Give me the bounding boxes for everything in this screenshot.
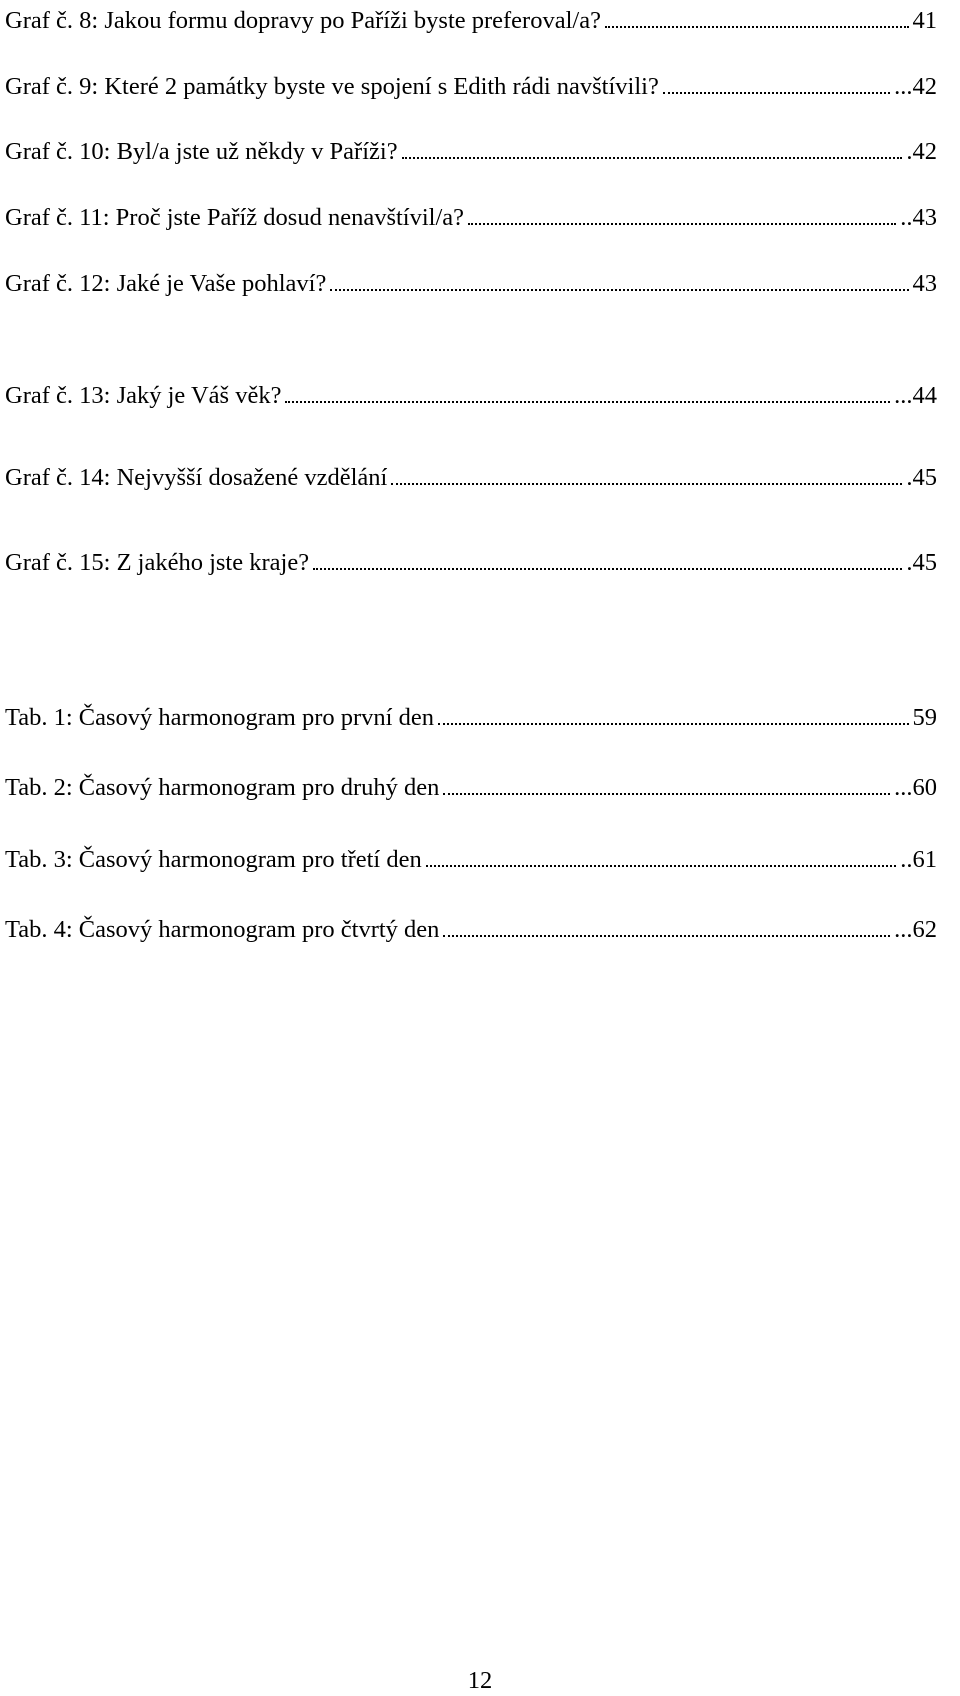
toc-entry-label: Graf č. 10: Byl/a jste už někdy v Paříži?: [5, 138, 398, 165]
toc-entry-figure-9[interactable]: [5, 72, 937, 102]
dot-leader: [443, 775, 890, 795]
toc-entry-figure-13[interactable]: [5, 381, 937, 411]
toc-entry-page: ...44: [894, 382, 937, 409]
toc-entry-label: Tab. 3: Časový harmonogram pro třetí den: [5, 846, 422, 873]
dot-leader: [402, 139, 903, 159]
toc-entry-figure-10[interactable]: [5, 137, 937, 167]
toc-entry-label: Tab. 4: Časový harmonogram pro čtvrtý den: [5, 916, 440, 943]
toc-entry-figure-12[interactable]: [5, 269, 937, 299]
toc-entry-figure-15[interactable]: [5, 548, 937, 578]
dot-leader: [605, 8, 909, 28]
dot-leader: [443, 917, 890, 937]
dot-leader: [391, 465, 902, 485]
toc-entry-figure-8[interactable]: [5, 6, 937, 36]
toc-entry-page: 59: [912, 704, 937, 731]
toc-entry-page: 43: [912, 270, 937, 297]
toc-entry-page: ..43: [900, 204, 937, 231]
toc-entry-page: ...62: [894, 916, 937, 943]
page-number: 12: [467, 1667, 493, 1694]
toc-entry-page: 41: [912, 7, 937, 34]
toc-entry-label: Graf č. 8: Jakou formu dopravy po Paříži byste preferoval/a?: [5, 7, 601, 34]
toc-entry-label: Graf č. 15: Z jakého jste kraje?: [5, 549, 310, 576]
toc-entry-figure-14[interactable]: [5, 463, 937, 493]
toc-entry-label: Graf č. 9: Které 2 památky byste ve spojení s Edith rádi navštívili?: [5, 73, 659, 100]
toc-entry-page: .45: [906, 549, 937, 576]
toc-entry-page: ...60: [894, 774, 937, 801]
toc-entry-page: .45: [906, 464, 937, 491]
toc-entry-table-2[interactable]: [5, 773, 937, 803]
toc-entry-label: Graf č. 12: Jaké je Vaše pohlaví?: [5, 270, 327, 297]
toc-entry-table-3[interactable]: [5, 845, 937, 875]
dot-leader: [285, 383, 890, 403]
dot-leader: [313, 550, 902, 570]
toc-entry-page: ...42: [894, 73, 937, 100]
toc-entry-label: Tab. 1: Časový harmonogram pro první den: [5, 704, 434, 731]
toc-entry-table-4[interactable]: [5, 915, 937, 945]
toc-entry-label: Tab. 2: Časový harmonogram pro druhý den: [5, 774, 440, 801]
dot-leader: [330, 271, 908, 291]
toc-entry-label: Graf č. 14: Nejvyšší dosažené vzdělání: [5, 464, 388, 491]
dot-leader: [438, 705, 909, 725]
toc-entry-table-1[interactable]: [5, 703, 937, 733]
toc-entry-page: ..61: [900, 846, 937, 873]
toc-entry-figure-11[interactable]: [5, 203, 937, 233]
toc-entry-page: .42: [906, 138, 937, 165]
toc-entry-label: Graf č. 13: Jaký je Váš věk?: [5, 382, 282, 409]
dot-leader: [468, 205, 896, 225]
toc-entry-label: Graf č. 11: Proč jste Paříž dosud nenavštívil/a?: [5, 204, 465, 231]
dot-leader: [426, 847, 897, 867]
dot-leader: [663, 74, 890, 94]
